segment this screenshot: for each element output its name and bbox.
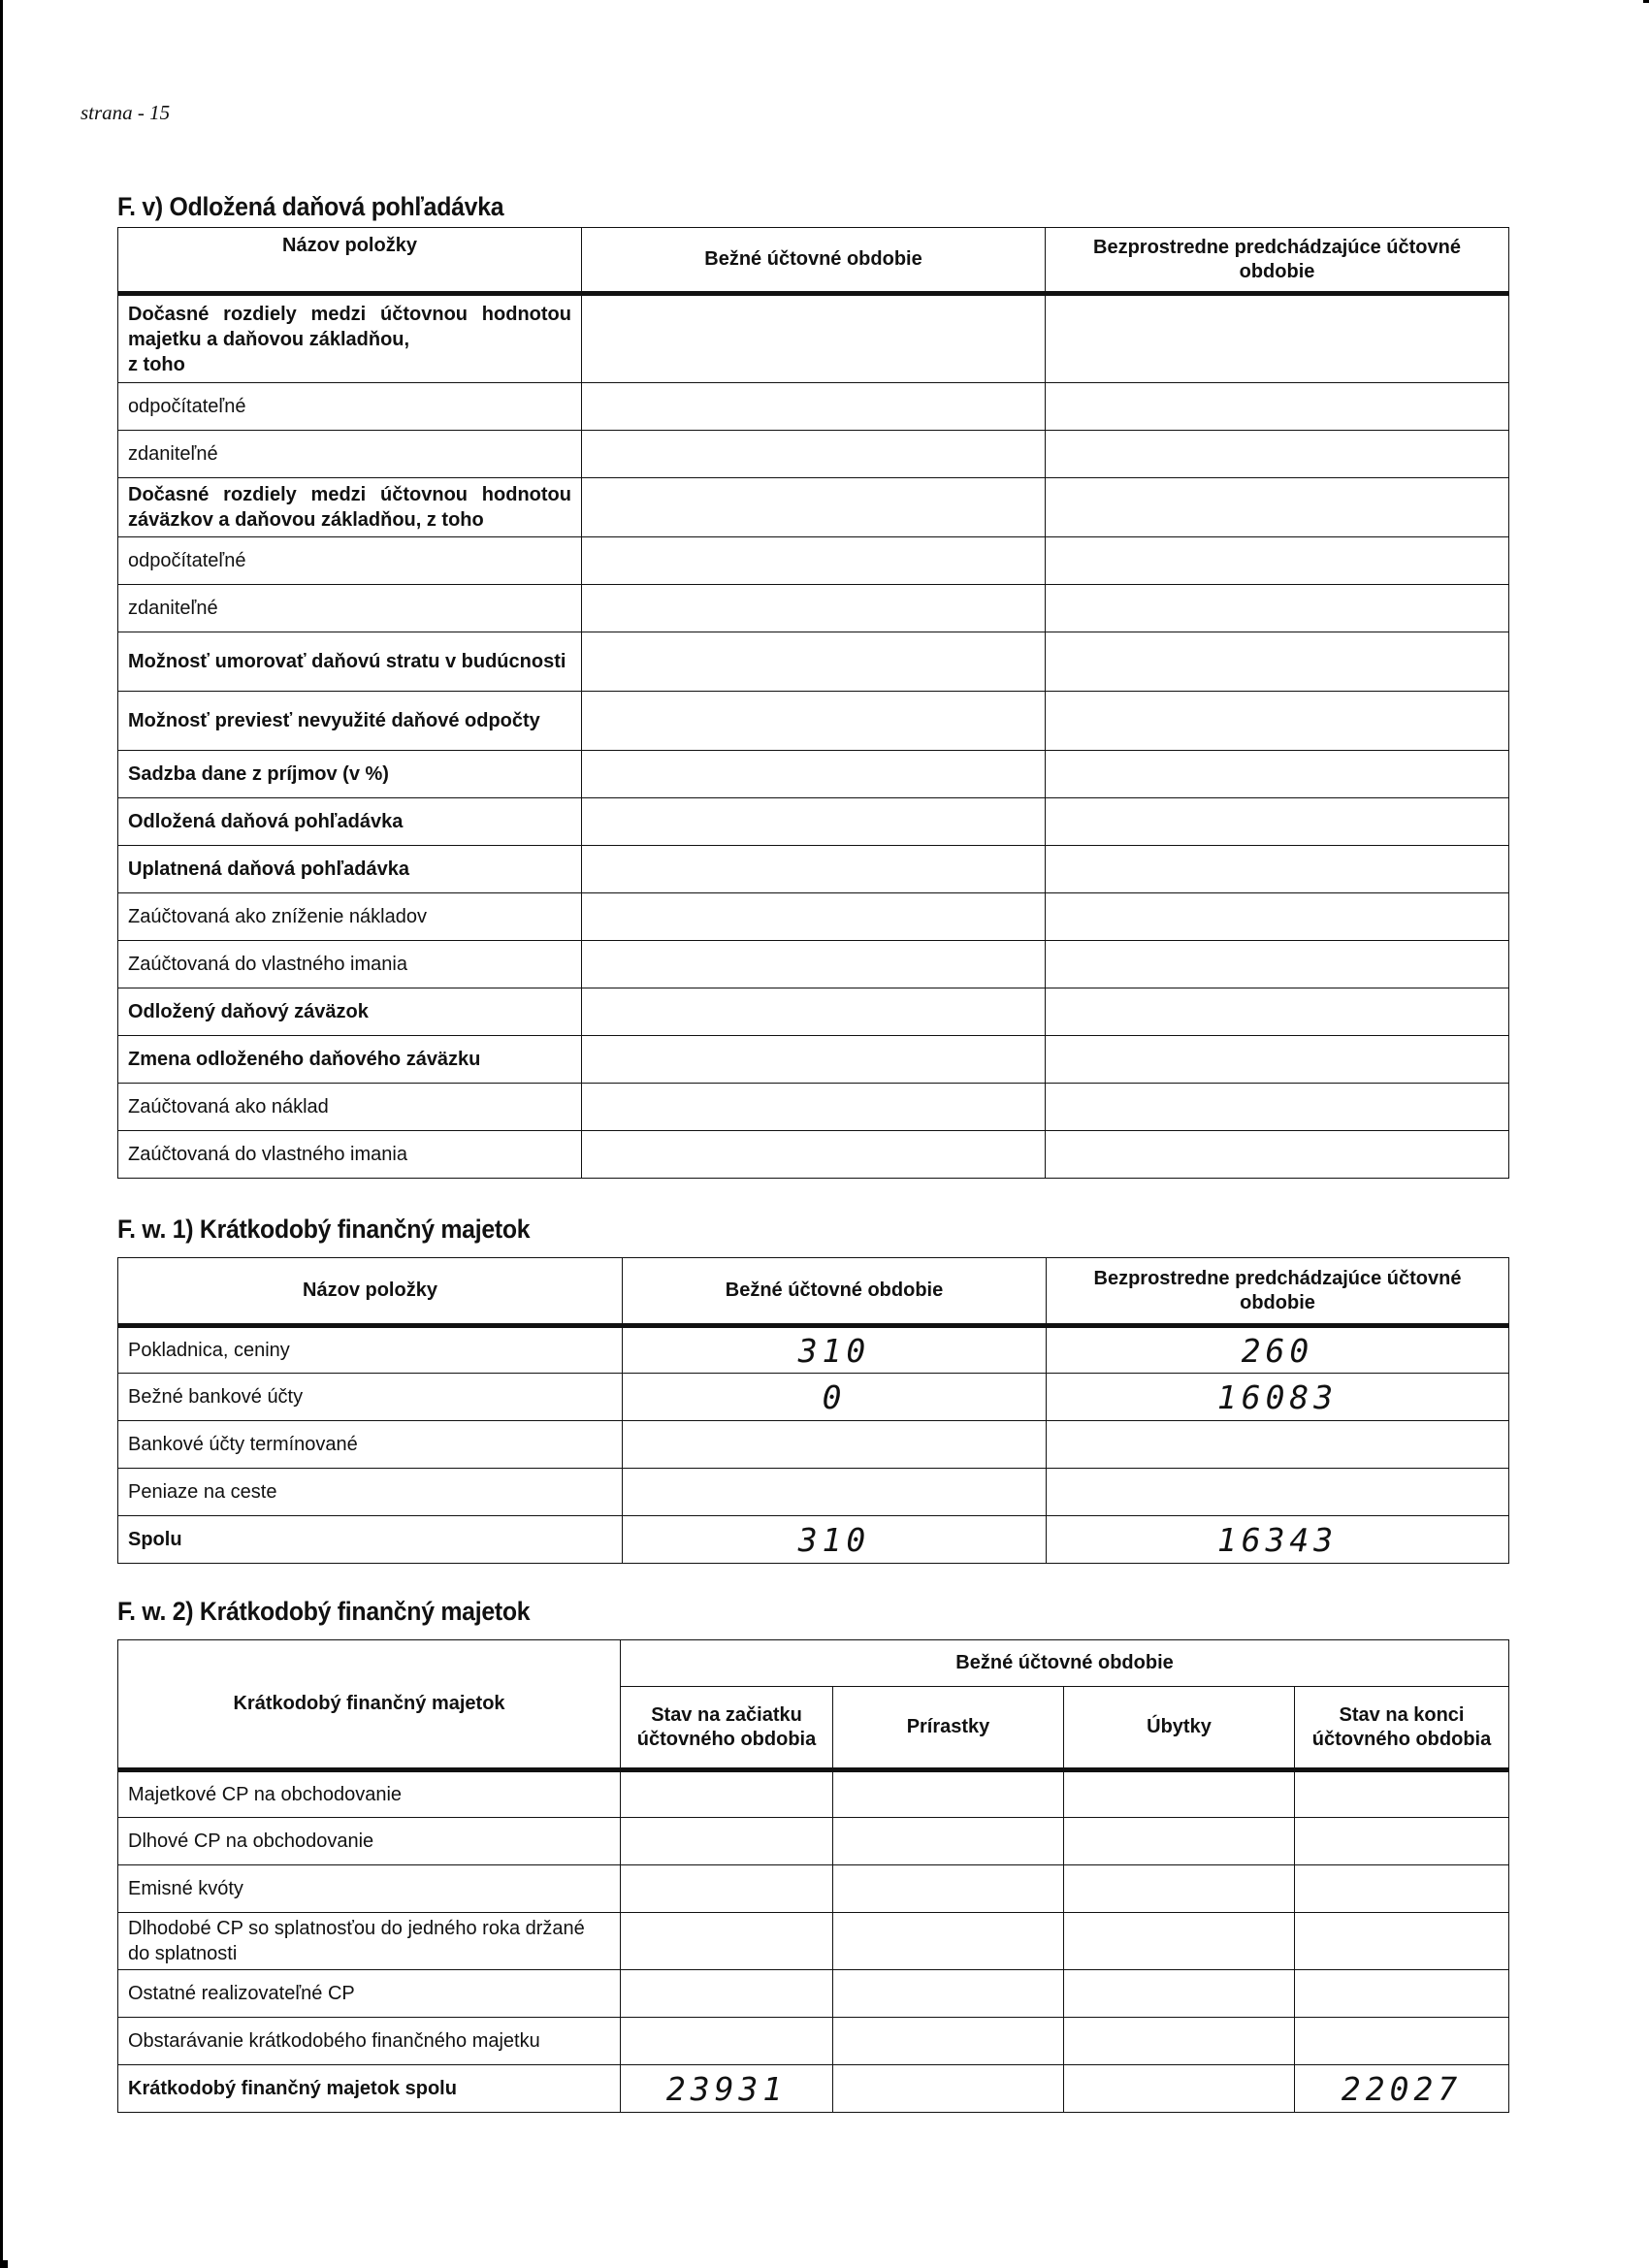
previous-period-value[interactable]: [1046, 1084, 1509, 1131]
table-row: [118, 294, 1509, 383]
page-number: strana - 15: [81, 101, 171, 124]
current-period-value[interactable]: [582, 478, 1046, 537]
opening-balance-value[interactable]: [621, 1865, 833, 1913]
current-period-value[interactable]: [582, 941, 1046, 988]
column-header-asset: Krátkodobý finančný majetok: [118, 1640, 621, 1770]
opening-balance-value[interactable]: [621, 2018, 833, 2065]
table-row: [118, 1326, 1509, 1374]
column-header-item-name: Názov položky: [118, 1258, 623, 1326]
section-title-fw2: F. w. 2) Krátkodobý finančný majetok: [117, 1597, 531, 1626]
row-label-text: Možnosť previesť nevyužité daňové odpočty: [128, 710, 540, 731]
current-period-value[interactable]: 0: [623, 1374, 1047, 1421]
previous-period-value[interactable]: [1046, 988, 1509, 1036]
row-label: Obstarávanie krátkodobého finančného majetku: [118, 2018, 621, 2065]
row-label-text: Zmena odloženého daňového záväzku: [128, 1049, 481, 1070]
previous-period-value[interactable]: [1046, 798, 1509, 846]
row-label: [118, 431, 582, 478]
closing-balance-value[interactable]: [1295, 1913, 1509, 1970]
additions-value[interactable]: [833, 1865, 1064, 1913]
opening-balance-value[interactable]: [621, 1970, 833, 2018]
column-group-current-period: Bežné účtovné obdobie: [621, 1640, 1509, 1687]
row-label-text: Možnosť umorovať daňovú stratu v budúcnosti: [128, 651, 566, 672]
disposals-value[interactable]: [1064, 1913, 1295, 1970]
row-label: [118, 988, 582, 1036]
current-period-value[interactable]: [582, 1084, 1046, 1131]
additions-value[interactable]: [833, 2018, 1064, 2065]
disposals-value[interactable]: [1064, 1865, 1295, 1913]
previous-period-value[interactable]: [1047, 1421, 1509, 1469]
previous-period-value[interactable]: [1047, 1469, 1509, 1516]
closing-balance-value[interactable]: [1295, 1818, 1509, 1865]
row-label: Emisné kvóty: [118, 1865, 621, 1913]
current-period-value[interactable]: [582, 692, 1046, 751]
previous-period-value[interactable]: [1046, 846, 1509, 893]
row-label-text: Odložená daňová pohľadávka: [128, 811, 404, 832]
additions-value[interactable]: [833, 2065, 1064, 2113]
table-row: [118, 1865, 1509, 1913]
row-label-text: odpočítateľné: [128, 550, 246, 571]
table-row: [118, 1131, 1509, 1179]
previous-period-value[interactable]: [1046, 431, 1509, 478]
previous-period-value[interactable]: [1046, 383, 1509, 431]
row-label-text: Zaúčtovaná do vlastného imania: [128, 1144, 407, 1165]
table-row: [118, 751, 1509, 798]
row-label-text: Sadzba dane z príjmov (v %): [128, 763, 389, 785]
closing-balance-value[interactable]: [1295, 1865, 1509, 1913]
previous-period-value[interactable]: 16083: [1047, 1374, 1509, 1421]
closing-balance-value[interactable]: 22027: [1295, 2065, 1509, 2113]
row-label-text: zdaniteľné: [128, 598, 218, 619]
current-period-value[interactable]: [582, 1036, 1046, 1084]
row-label: Spolu: [118, 1516, 623, 1564]
current-period-value[interactable]: [623, 1469, 1047, 1516]
previous-period-value[interactable]: [1046, 893, 1509, 941]
disposals-value[interactable]: [1064, 2065, 1295, 2113]
previous-period-value[interactable]: [1046, 692, 1509, 751]
table-row: [118, 1913, 1509, 1970]
table-row: [118, 846, 1509, 893]
row-label-text: odpočítateľné: [128, 396, 246, 417]
table-row: [118, 1770, 1509, 1818]
row-label: Krátkodobý finančný majetok spolu: [118, 2065, 621, 2113]
column-header-previous-period: Bezprostredne predchádzajúce účtovné obdobie: [1047, 1258, 1509, 1326]
row-label-text: Zaúčtovaná do vlastného imania: [128, 954, 407, 975]
table-row: [118, 988, 1509, 1036]
opening-balance-value[interactable]: [621, 1818, 833, 1865]
closing-balance-value[interactable]: [1295, 2018, 1509, 2065]
table-row: [118, 798, 1509, 846]
opening-balance-value[interactable]: [621, 1770, 833, 1818]
row-label: [118, 585, 582, 632]
column-header-previous-period: Bezprostredne predchádzajúce účtovné obdobie: [1046, 228, 1509, 294]
column-header-item-name: Názov položky: [118, 228, 582, 294]
row-label: [118, 1036, 582, 1084]
previous-period-value[interactable]: [1046, 751, 1509, 798]
current-period-value[interactable]: 310: [623, 1326, 1047, 1374]
previous-period-value[interactable]: [1046, 537, 1509, 585]
row-label: [118, 537, 582, 585]
row-label: Bežné bankové účty: [118, 1374, 623, 1421]
current-period-value[interactable]: [582, 632, 1046, 692]
row-label: Dlhodobé CP so splatnosťou do jedného roka držané do splatnosti: [118, 1913, 621, 1970]
column-header-current-period: Bežné účtovné obdobie: [582, 228, 1046, 294]
additions-value[interactable]: [833, 1970, 1064, 2018]
disposals-value[interactable]: [1064, 1770, 1295, 1818]
current-period-value[interactable]: [582, 751, 1046, 798]
opening-balance-value[interactable]: 23931: [621, 2065, 833, 2113]
additions-value[interactable]: [833, 1913, 1064, 1970]
table-row: [118, 1036, 1509, 1084]
row-label-text: Uplatnená daňová pohľadávka: [128, 859, 409, 880]
row-label-text: Zaúčtovaná ako náklad: [128, 1096, 329, 1118]
closing-balance-value[interactable]: [1295, 1770, 1509, 1818]
row-label: Peniaze na ceste: [118, 1469, 623, 1516]
current-period-value[interactable]: [582, 893, 1046, 941]
row-label: [118, 294, 582, 383]
table-row: [118, 1421, 1509, 1469]
table-row: [118, 1970, 1509, 2018]
current-period-value[interactable]: [623, 1421, 1047, 1469]
table-row: [118, 1818, 1509, 1865]
table-row: [118, 893, 1509, 941]
table-row: [118, 478, 1509, 537]
row-label: Ostatné realizovateľné CP: [118, 1970, 621, 2018]
table-row: [118, 1084, 1509, 1131]
previous-period-value[interactable]: [1046, 632, 1509, 692]
table-row: [118, 692, 1509, 751]
previous-period-value[interactable]: [1046, 294, 1509, 383]
column-header-disposals: Úbytky: [1064, 1687, 1295, 1770]
row-label-text: zdaniteľné: [128, 443, 218, 465]
current-period-value[interactable]: [582, 294, 1046, 383]
table-row: [118, 2065, 1509, 2113]
current-period-value[interactable]: [582, 798, 1046, 846]
column-header-current-period: Bežné účtovné obdobie: [623, 1258, 1047, 1326]
row-label: [118, 798, 582, 846]
row-label-suffix: z toho: [128, 353, 185, 375]
row-label: [118, 1131, 582, 1179]
deferred-tax-table: [117, 227, 1509, 1179]
row-label: [118, 941, 582, 988]
section-title-fv: F. v) Odložená daňová pohľadávka: [117, 192, 504, 221]
closing-balance-value[interactable]: [1295, 1970, 1509, 2018]
short-term-financial-assets-movement-table: [117, 1639, 1509, 2113]
previous-period-value[interactable]: 16343: [1047, 1516, 1509, 1564]
table-row: [118, 585, 1509, 632]
table-row: [118, 632, 1509, 692]
scan-edge: [0, 0, 3, 2268]
opening-balance-value[interactable]: [621, 1913, 833, 1970]
short-term-financial-assets-table: [117, 1257, 1509, 1564]
table-row: [118, 537, 1509, 585]
additions-value[interactable]: [833, 1818, 1064, 1865]
table-row: [118, 1516, 1509, 1564]
previous-period-value[interactable]: [1046, 585, 1509, 632]
row-label-text: Odložený daňový záväzok: [128, 1001, 369, 1022]
table-row: [118, 2018, 1509, 2065]
scan-mark: [1643, 0, 1649, 3]
table-row: [118, 941, 1509, 988]
disposals-value[interactable]: [1064, 2018, 1295, 2065]
row-label-text: Dočasné rozdiely medzi účtovnou hodnotou majetku a daňovou základňou,: [128, 303, 571, 350]
row-label: Majetkové CP na obchodovanie: [118, 1770, 621, 1818]
row-label-text: Dočasné rozdiely medzi účtovnou hodnotou záväzkov a daňovou základňou, z toho: [128, 484, 571, 531]
row-label: [118, 893, 582, 941]
row-label: [118, 751, 582, 798]
row-label: Pokladnica, ceniny: [118, 1326, 623, 1374]
previous-period-value[interactable]: 260: [1047, 1326, 1509, 1374]
row-label: Bankové účty termínované: [118, 1421, 623, 1469]
current-period-value[interactable]: [582, 988, 1046, 1036]
table-row: [118, 1469, 1509, 1516]
additions-value[interactable]: [833, 1770, 1064, 1818]
current-period-value[interactable]: [582, 431, 1046, 478]
row-label-text: Zaúčtovaná ako zníženie nákladov: [128, 906, 427, 927]
section-title-fw1: F. w. 1) Krátkodobý finančný majetok: [117, 1215, 531, 1244]
row-label: [118, 383, 582, 431]
table-row: [118, 431, 1509, 478]
row-label: [118, 692, 582, 751]
scan-mark: [0, 2260, 8, 2268]
disposals-value[interactable]: [1064, 1970, 1295, 2018]
current-period-value[interactable]: [582, 537, 1046, 585]
disposals-value[interactable]: [1064, 1818, 1295, 1865]
row-label: [118, 1084, 582, 1131]
previous-period-value[interactable]: [1046, 478, 1509, 537]
previous-period-value[interactable]: [1046, 1131, 1509, 1179]
column-header-opening-balance: Stav na začiatku účtovného obdobia: [621, 1687, 833, 1770]
row-label: [118, 632, 582, 692]
row-label: Dlhové CP na obchodovanie: [118, 1818, 621, 1865]
table-row: [118, 1374, 1509, 1421]
row-label: [118, 846, 582, 893]
current-period-value[interactable]: [582, 383, 1046, 431]
row-label: [118, 478, 582, 537]
previous-period-value[interactable]: [1046, 941, 1509, 988]
current-period-value[interactable]: 310: [623, 1516, 1047, 1564]
column-header-additions: Prírastky: [833, 1687, 1064, 1770]
current-period-value[interactable]: [582, 1131, 1046, 1179]
current-period-value[interactable]: [582, 846, 1046, 893]
current-period-value[interactable]: [582, 585, 1046, 632]
table-row: [118, 383, 1509, 431]
previous-period-value[interactable]: [1046, 1036, 1509, 1084]
column-header-closing-balance: Stav na konci účtovného obdobia: [1295, 1687, 1509, 1770]
